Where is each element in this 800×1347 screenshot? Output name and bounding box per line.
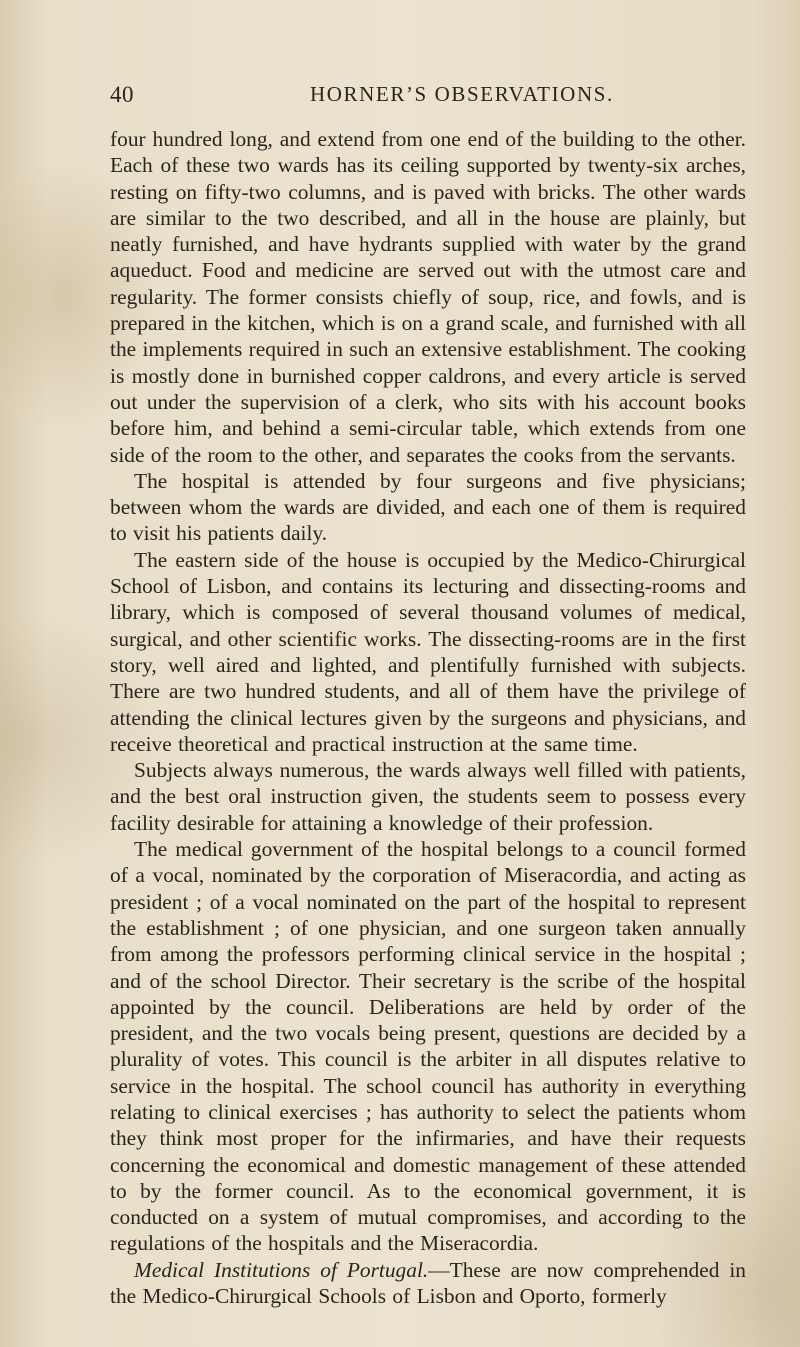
body-text	[110, 126, 746, 1309]
running-head	[110, 82, 740, 112]
paragraph-subjects: Subjects always numerous, the wards always well filled with patients, and the best oral instruction given, the students seem to possess every facility desirable for attaining a knowledge of their profession.	[110, 758, 746, 835]
section-lead-italic: Medical Institutions of Portugal.	[134, 1257, 429, 1282]
paragraph-surgeons-physicians: The hospital is attended by four surgeons and five physicians; between whom the wards are divided, and each one of them is required to visit his patients daily.	[110, 468, 746, 546]
section-lead-text: —These are now comprehended in the Medico-Chirurgical Schools of Lisbon and Oporto, formerly	[110, 1257, 746, 1309]
paragraph-medical-institutions	[110, 1257, 746, 1310]
paragraph-wards-and-kitchen: four hundred long, and extend from one end of the building to the other. Each of these two wards has its ceiling supported by twenty-six arches, resting on fifty-two columns, and is paved with bricks. The other wards are similar to the two described, and all in the house are plainly, but neatly furnished, and have hydrants supplied with water by the grand aqueduct. Food and medicine are served out with the utmost care and regularity. The former consists chiefly of soup, rice, and fowls, and is prepared in the kitchen, which is on a grand scale, and furnished with all the implements required in such an extensive establishment. The cooking is mostly done in burnished copper caldrons, and every article is served out under the supervision of a clerk, who sits with his account books before him, and behind a semi-circular table, which extends from one side of the room to the other, and separates the cooks from the servants.	[110, 127, 746, 467]
running-title: HORNER’S OBSERVATIONS.	[310, 82, 614, 106]
paragraph-medical-government: The medical government of the hospital belongs to a council formed of a vocal, nominated by the corporation of Miseracordia, and acting as president ; of a vocal nominated on the part of the hospital to represent the establishment ; of one physician, and one surgeon taken annually from among the professors performing clinical service in the hospital ; and of the school Director. Their secretary is the scribe of the hospital appointed by the council. Deliberations are held by order of the president, and the two vocals being present, questions are decided by a plurality of votes. This council is the arbiter in all disputes relative to service in the hospital. The school council has authority in everything relating to clinical exercises ; has authority to select the patients whom they think most proper for the infirmaries, and have their requests concerning the economical and domestic management of these attended to by the former council. As to the economical government, it is conducted on a system of mutual compromises, and according to the regulations of the hospitals and the Miseracordia.	[110, 837, 746, 1256]
paragraph-medico-chirurgical-school: The eastern side of the house is occupied by the Medico-Chirurgical School of Lisbon, and contains its lecturing and dissecting-rooms and library, which is composed of several thousand volumes of medical, surgical, and other scientific works. The dissecting-rooms are in the first story, well aired and lighted, and plentifully furnished with subjects. There are two hundred students, and all of them have the privilege of attending the clinical lectures given by the surgeons and physicians, and receive theoretical and practical instruction at the same time.	[110, 547, 746, 756]
page-number: 40	[110, 82, 134, 107]
